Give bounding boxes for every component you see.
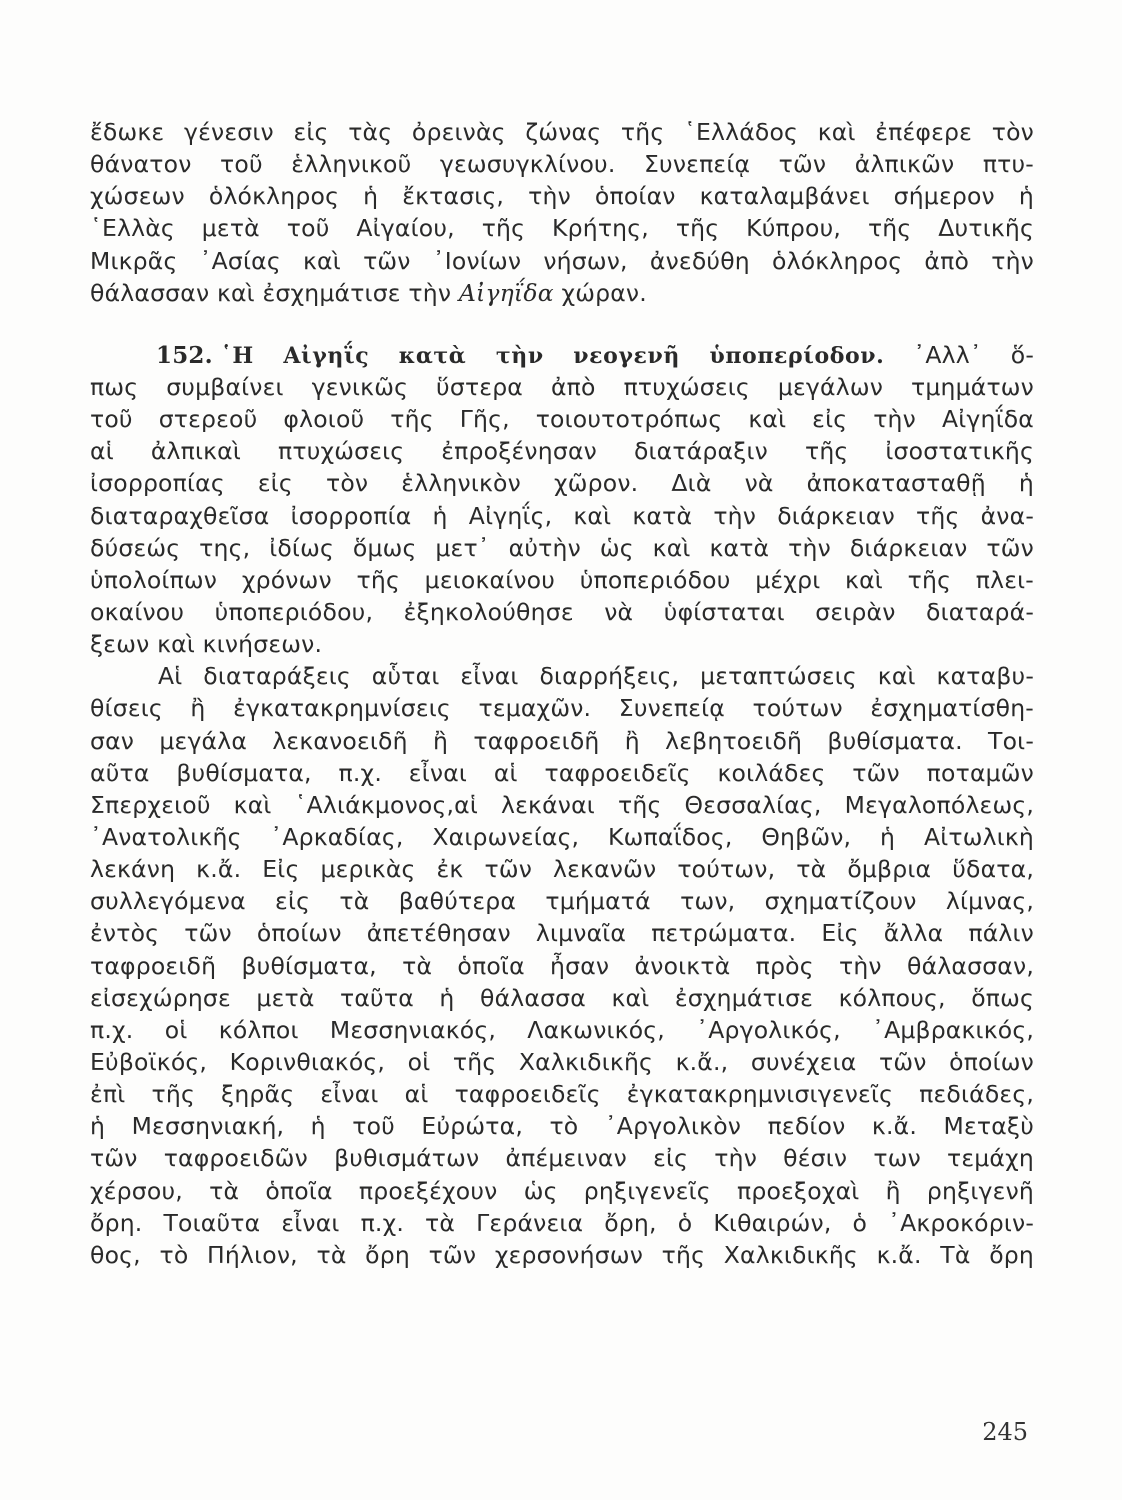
text-line: τῶν ταφροειδῶν βυθισμάτων ἀπέμειναν εἰς τὴν θέσιν των τεμάχη bbox=[90, 1144, 1034, 1173]
text-line: οκαίνου ὑποπεριόδου, ἐξηκολούθησε νὰ ὑφίσταται σειρὰν διαταρά- bbox=[90, 597, 1034, 626]
text-line: πως συμβαίνει γενικῶς ὕστερα ἀπὸ πτυχώσεις μεγάλων τμημάτων bbox=[90, 372, 1034, 401]
section-heading-line bbox=[90, 339, 1034, 371]
section-number: 152. bbox=[156, 341, 213, 369]
text-line-last bbox=[90, 277, 1034, 309]
text-line: δύσεώς της, ἰδίως ὅμως μετ᾿ αὐτὴν ὡς καὶ κατὰ τὴν διάρκειαν τῶν bbox=[90, 533, 1034, 562]
text-line: ταφροειδῆ βυθίσματα, τὰ ὁποῖα ἦσαν ἀνοικτὰ πρὸς τὴν θάλασσαν, bbox=[90, 951, 1034, 980]
text-line: ἡ Μεσσηνιακή, ἡ τοῦ Εὐρώτα, τὸ ᾿Αργολικὸν πεδίον κ.ἄ. Μεταξὺ bbox=[90, 1112, 1034, 1141]
text-line: θος, τὸ Πήλιον, τὰ ὄρη τῶν χερσονήσων τῆς Χαλκιδικῆς κ.ἄ. Τὰ ὄρη bbox=[90, 1240, 1034, 1269]
text-line: σαν μεγάλα λεκανοειδῆ ἢ ταφροειδῆ ἢ λεβητοειδῆ βυθίσματα. Τοι- bbox=[90, 726, 1034, 755]
section-title: ῾Η Αἰγηΐς κατὰ τὴν νεογενῆ ὑποπερίοδον. bbox=[220, 342, 885, 369]
text-line: λεκάνη κ.ἄ. Εἰς μερικὰς ἐκ τῶν λεκανῶν τούτων, τὰ ὄμβρια ὕδατα, bbox=[90, 855, 1034, 884]
text-line: αἱ ἀλπικαὶ πτυχώσεις ἐπροξένησαν διατάραξιν τῆς ἰσοστατικῆς bbox=[90, 437, 1034, 466]
paragraph-1 bbox=[90, 116, 1034, 309]
text-line: ἰσορροπίας εἰς τὸν ἑλληνικὸν χῶρον. Διὰ νὰ ἀποκατασταθῇ ἡ bbox=[90, 469, 1034, 498]
text-line: ἐντὸς τῶν ὁποίων ἀπετέθησαν λιμναῖα πετρώματα. Εἰς ἄλλα πάλιν bbox=[90, 919, 1034, 948]
text-body bbox=[90, 116, 1034, 1271]
italic-term: Αἰγηΐδα bbox=[458, 278, 554, 307]
text-line: Εὐβοϊκός, Κορινθιακός, οἱ τῆς Χαλκιδικῆς κ.ἄ., συνέχεια τῶν ὁποίων bbox=[90, 1047, 1034, 1076]
paragraph-3 bbox=[90, 660, 1034, 1271]
text-line: ὑπολοίπων χρόνων τῆς μειοκαίνου ὑποπεριόδου μέχρι καὶ τῆς πλει- bbox=[90, 565, 1034, 594]
page-number: 245 bbox=[982, 1418, 1028, 1446]
text-fragment: ᾿Αλλ᾿ ὅ- bbox=[913, 340, 1035, 369]
text-line: διαταραχθεῖσα ἰσορροπία ἡ Αἰγηΐς, καὶ κατὰ τὴν διάρκειαν τῆς ἀνα- bbox=[90, 501, 1034, 530]
text-line: τοῦ στερεοῦ φλοιοῦ τῆς Γῆς, τοιουτοτρόπως καὶ εἰς τὴν Αἰγηΐδα bbox=[90, 405, 1034, 434]
paragraph-gap bbox=[90, 309, 1034, 339]
text-line: π.χ. οἱ κόλποι Μεσσηνιακός, Λακωνικός, ᾿Αργολικός, ᾿Αμβρακικός, bbox=[90, 1015, 1034, 1044]
text-fragment: χώραν. bbox=[561, 278, 647, 307]
text-line: ᾿Ανατολικῆς ᾿Αρκαδίας, Χαιρωνείας, Κωπαΐδος, Θηβῶν, ἡ Αἰτωλικὴ bbox=[90, 822, 1034, 851]
text-line: θίσεις ἢ ἐγκατακρημνίσεις τεμαχῶν. Συνεπείᾳ τούτων ἐσχηματίσθη- bbox=[90, 694, 1034, 723]
text-line: χέρσου, τὰ ὁποῖα προεξέχουν ὡς ρηξιγενεῖς προεξοχαὶ ἢ ρηξιγενῆ bbox=[90, 1176, 1034, 1205]
text-line: ῾Ελλὰς μετὰ τοῦ Αἰγαίου, τῆς Κρήτης, τῆς Κύπρου, τῆς Δυτικῆς bbox=[90, 214, 1034, 243]
text-line: θάνατον τοῦ ἑλληνικοῦ γεωσυγκλίνου. Συνεπείᾳ τῶν ἀλπικῶν πτυ- bbox=[90, 150, 1034, 179]
text-line: Σπερχειοῦ καὶ ῾Αλιάκμονος,αἱ λεκάναι τῆς Θεσσαλίας, Μεγαλοπόλεως, bbox=[90, 790, 1034, 819]
text-line-indented: Αἱ διαταράξεις αὗται εἶναι διαρρήξεις, μεταπτώσεις καὶ καταβυ- bbox=[158, 662, 1034, 691]
text-line: συλλεγόμενα εἰς τὰ βαθύτερα τμήματά των, σχηματίζουν λίμνας, bbox=[90, 887, 1034, 916]
paragraph-2 bbox=[90, 339, 1034, 660]
text-line: αῦτα βυθίσματα, π.χ. εἶναι αἱ ταφροειδεῖς κοιλάδες τῶν ποταμῶν bbox=[90, 758, 1034, 787]
text-line: χώσεων ὁλόκληρος ἡ ἔκτασις, τὴν ὁποίαν καταλαμβάνει σήμερον ἡ bbox=[90, 182, 1034, 211]
text-line: ἐπὶ τῆς ξηρᾶς εἶναι αἱ ταφροειδεῖς ἐγκατακρημνισιγενεῖς πεδιάδες, bbox=[90, 1080, 1034, 1109]
text-line: εἰσεχώρησε μετὰ ταῦτα ἡ θάλασσα καὶ ἐσχημάτισε κόλπους, ὅπως bbox=[90, 983, 1034, 1012]
text-line-last: ξεων καὶ κινήσεων. bbox=[90, 630, 323, 659]
text-line: Μικρᾶς ᾿Ασίας καὶ τῶν ᾿Ιονίων νήσων, ἀνεδύθη ὁλόκληρος ἀπὸ τὴν bbox=[90, 246, 1034, 275]
text-fragment: θάλασσαν καὶ ἐσχημάτισε τὴν bbox=[90, 278, 452, 307]
text-line: ἔδωκε γένεσιν εἰς τὰς ὀρεινὰς ζώνας τῆς ῾Ελλάδος καὶ ἐπέφερε τὸν bbox=[90, 118, 1034, 146]
text-line: ὄρη. Τοιαῦτα εἶναι π.χ. τὰ Γεράνεια ὄρη, ὁ Κιθαιρών, ὁ ᾿Ακροκόριν- bbox=[90, 1208, 1034, 1237]
